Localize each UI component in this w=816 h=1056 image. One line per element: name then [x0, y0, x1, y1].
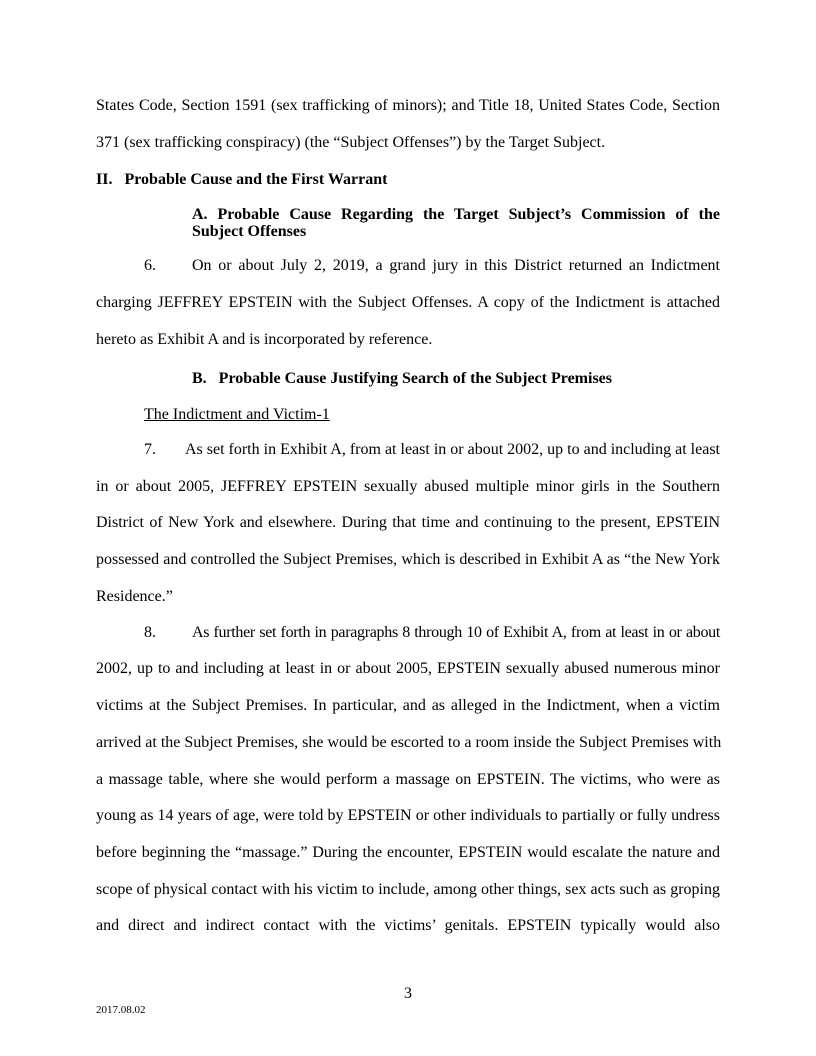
body-text: On or about July 2, 2019, a grand jury in this District returned an Indictment [192, 257, 720, 274]
body-text-line: 2002, up to and including at least in or about 2005, EPSTEIN sexually abused numerous minor [96, 660, 720, 677]
body-text-line: District of New York and elsewhere. During that time and continuing to the present, EPSTEIN [96, 514, 720, 531]
body-text-line: and direct and indirect contact with the victims’ genitals. EPSTEIN typically would also [96, 917, 720, 934]
paragraph-8-first-line [96, 623, 720, 643]
body-text-line: hereto as Exhibit A and is incorporated by reference. [96, 331, 433, 348]
body-text: As further set forth in paragraphs 8 through 10 of Exhibit A, from at least in or about [192, 624, 720, 641]
paragraph-number: 8. [144, 624, 156, 641]
body-text-line: a massage table, where she would perform a massage on EPSTEIN. The victims, who were as [96, 771, 720, 788]
section-heading: II. Probable Cause and the First Warrant [96, 171, 388, 188]
body-text-line: arrived at the Subject Premises, she would be escorted to a room inside the Subject Premises with [96, 734, 722, 751]
subsection-a-heading-line1: A. Probable Cause Regarding the Target Subject’s Commission of the [192, 206, 720, 223]
underlined-heading-text: The Indictment and Victim-1 [144, 406, 330, 423]
body-text-line: Residence.” [96, 588, 173, 605]
body-text-line: in or about 2005, JEFFREY EPSTEIN sexually abused multiple minor girls in the Southern [96, 478, 720, 495]
body-text-line: States Code, Section 1591 (sex trafficking of minors); and Title 18, United States Code, Section [96, 97, 720, 114]
body-text-line: young as 14 years of age, were told by EPSTEIN or other individuals to partially or fully undress [96, 807, 720, 824]
footer-date-code: 2017.08.02 [96, 1004, 146, 1016]
underlined-heading [144, 405, 330, 425]
subsection-a-heading-line2: Subject Offenses [192, 223, 307, 240]
body-text-line: possessed and controlled the Subject Premises, which is described in Exhibit A as “the New York [96, 551, 720, 568]
paragraph-7-first-line [96, 440, 720, 460]
body-text-line: before beginning the “massage.” During the encounter, EPSTEIN would escalate the nature and [96, 844, 720, 861]
paragraph-number: 6. [144, 257, 156, 274]
page-number: 3 [404, 985, 412, 1002]
paragraph-6-first-line [96, 256, 720, 276]
body-text-line: charging JEFFREY EPSTEIN with the Subject Offenses. A copy of the Indictment is attached [96, 294, 720, 311]
body-text-line: 371 (sex trafficking conspiracy) (the “Subject Offenses”) by the Target Subject. [96, 134, 606, 151]
body-text-line: victims at the Subject Premises. In particular, and as alleged in the Indictment, when a victim [96, 697, 720, 714]
paragraph-number: 7. [144, 441, 156, 458]
body-text-line: scope of physical contact with his victim to include, among other things, sex acts such as groping [96, 881, 720, 898]
subsection-b-heading: B. Probable Cause Justifying Search of the Subject Premises [192, 370, 612, 387]
body-text: As set forth in Exhibit A, from at least in or about 2002, up to and including at least [184, 441, 720, 458]
